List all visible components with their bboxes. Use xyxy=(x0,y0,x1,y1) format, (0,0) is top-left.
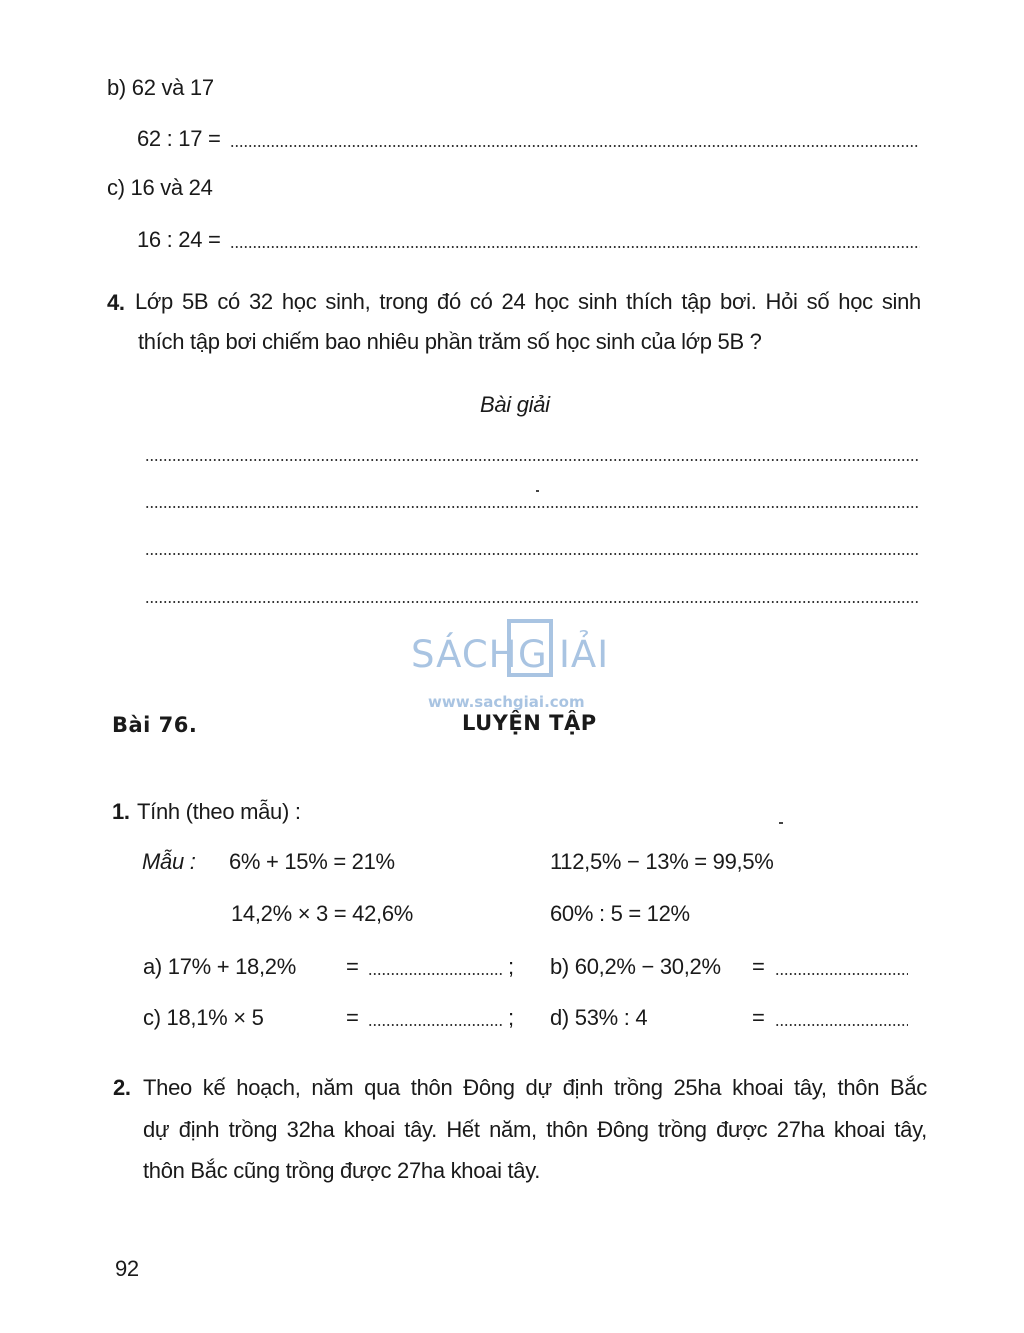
lesson-number: Bài 76. xyxy=(112,713,198,737)
page-number: 92 xyxy=(115,1256,139,1281)
ex3-c-expression: 16 : 24 = xyxy=(137,227,221,252)
ex2-number: 2. xyxy=(113,1075,131,1100)
solution-line xyxy=(145,459,919,461)
answer-line xyxy=(368,973,502,975)
watermark-left: SÁCH xyxy=(411,633,518,676)
ex1-d-expression: d) 53% : 4 xyxy=(550,1005,648,1030)
print-speck xyxy=(536,490,539,492)
ex4-number: 4. xyxy=(107,290,125,315)
ex2-line-2: dự định trồng 32ha khoai tây. Hết năm, thôn Đông trồng được 27ha khoai tây, xyxy=(143,1117,927,1142)
ex2-line-1: Theo kế hoạch, năm qua thôn Đông dự định trồng 25ha khoai tây, thôn Bắc xyxy=(143,1075,927,1100)
lesson-title: LUYỆN TẬP xyxy=(462,711,597,735)
sample-label: Mẫu : xyxy=(142,849,196,874)
ex1-d-equals: = xyxy=(752,1005,765,1030)
answer-line xyxy=(230,145,918,147)
ex1-c-equals: = xyxy=(346,1005,359,1030)
answer-line xyxy=(775,973,908,975)
ex4-line-2: thích tập bơi chiếm bao nhiêu phần trăm số học sinh của lớp 5B ? xyxy=(138,329,762,354)
watermark-letter: G xyxy=(518,633,548,676)
sample-1: 6% + 15% = 21% xyxy=(229,849,395,874)
ex1-number: 1. xyxy=(112,799,130,824)
ex3-c-label: c) 16 và 24 xyxy=(107,175,213,200)
ex3-b-label: b) 62 và 17 xyxy=(107,75,214,100)
ex1-c-expression: c) 18,1% × 5 xyxy=(143,1005,264,1030)
sample-3: 14,2% × 3 = 42,6% xyxy=(231,901,414,926)
ex3-b-expression: 62 : 17 = xyxy=(137,126,221,151)
solution-line xyxy=(145,506,919,508)
ex1-a-equals: = xyxy=(346,954,359,979)
sample-4: 60% : 5 = 12% xyxy=(550,901,690,926)
ex4-line-1: Lớp 5B có 32 học sinh, trong đó có 24 học sinh thích tập bơi. Hỏi số học sinh xyxy=(135,289,921,314)
ex1-b-expression: b) 60,2% − 30,2% xyxy=(550,954,721,979)
ex1-c-semicolon: ; xyxy=(508,1005,514,1030)
watermark-right: IẢI xyxy=(559,633,610,676)
ex1-a-expression: a) 17% + 18,2% xyxy=(143,954,296,979)
ex1-b-equals: = xyxy=(752,954,765,979)
solution-line xyxy=(145,601,919,603)
ex1-a-semicolon: ; xyxy=(508,954,514,979)
solution-label: Bài giải xyxy=(480,392,550,417)
answer-line xyxy=(230,246,920,248)
print-speck xyxy=(779,822,783,824)
sample-2: 112,5% − 13% = 99,5% xyxy=(550,849,774,874)
answer-line xyxy=(775,1024,908,1026)
ex2-line-3: thôn Bắc cũng trồng được 27ha khoai tây. xyxy=(143,1158,541,1183)
watermark-url: www.sachgiai.com xyxy=(428,693,585,711)
answer-line xyxy=(368,1024,502,1026)
solution-line xyxy=(145,553,919,555)
ex1-instruction: Tính (theo mẫu) : xyxy=(137,799,301,824)
